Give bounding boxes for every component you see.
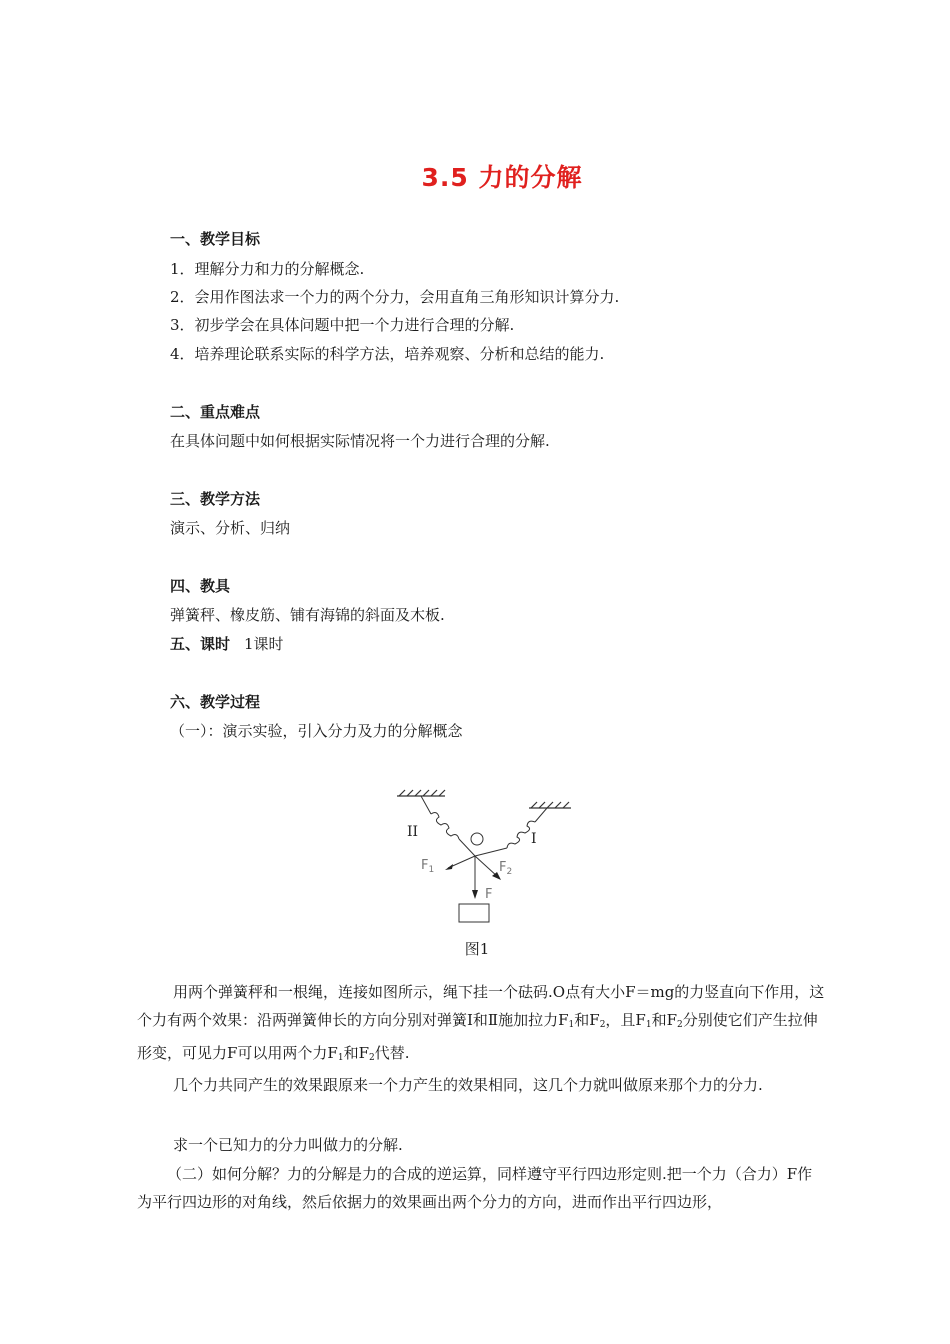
process-subheading: （一）：演示实验，引入分力及力的分解概念 — [170, 722, 463, 740]
f1-arrowhead — [445, 864, 453, 870]
objective-item: 4．培养理论联系实际的科学方法，培养观察、分析和总结的能力. — [170, 345, 605, 363]
key-points-text: 在具体问题中如何根据实际情况将一个力进行合理的分解. — [170, 432, 550, 450]
paragraph-demo-explanation: 用两个弹簧秤和一根绳，连接如图所示，绳下挂一个砝码.O点有大小F＝mg的力竖直向下作用，这个力有两个效果：沿两弹簧伸长的方向分别对弹簧Ⅰ和Ⅱ施加拉力$F_1$和$F_2$，且$F_1$和$F_2$分别使它们产生拉伸形变，可见力F可以用两个力$F_1$和$F_2$代替. — [137, 983, 825, 1063]
label-f: F — [485, 887, 493, 902]
label-f1: $F_1$ — [421, 858, 435, 875]
page-title: 3.5 力的分解 — [421, 163, 583, 192]
label-spring-i: I — [531, 831, 537, 847]
section-heading-process: 六、教学过程 — [170, 693, 261, 711]
weight-block — [459, 904, 489, 922]
label-spring-ii: II — [407, 824, 419, 840]
paragraph-how-to-decompose: （二）如何分解？力的分解是力的合成的逆运算，同样遵守平行四边形定则.把一个力（合力）F作为平行四边形的对角线，然后依据力的效果画出两个分力的方向，进而作出平行四边形， — [137, 1165, 813, 1211]
tools-text: 弹簧秤、橡皮筋、铺有海锦的斜面及木板. — [170, 606, 445, 624]
section-heading-tools: 四、教具 — [170, 577, 231, 595]
paragraph-component-definition: 几个力共同产生的效果跟原来一个力产生的效果相同，这几个力就叫做原来那个力的分力. — [173, 1076, 763, 1094]
methods-text: 演示、分析、归纳 — [170, 519, 291, 537]
right-ceiling — [529, 802, 571, 808]
paragraph-decomposition-definition: 求一个已知力的分力叫做力的分解. — [173, 1136, 403, 1154]
knot-ring — [471, 833, 483, 845]
label-f2: $F_2$ — [499, 860, 513, 877]
left-ceiling — [397, 790, 445, 796]
section-heading-objectives: 一、教学目标 — [170, 230, 261, 248]
objective-item: 2．会用作图法求一个力的两个分力，会用直角三角形知识计算分力. — [170, 288, 620, 306]
periods-heading-label: 五、课时 — [170, 635, 231, 653]
periods-text: 1课时 — [244, 635, 284, 653]
f2-arrow-line — [475, 856, 498, 877]
section-heading-key-points: 二、重点难点 — [170, 403, 261, 421]
figure-caption: 图1 — [464, 940, 490, 958]
section-heading-periods — [170, 633, 284, 654]
section-heading-methods: 三、教学方法 — [170, 490, 261, 508]
f-arrowhead — [472, 890, 478, 899]
figure-spring-diagram — [385, 780, 585, 930]
objective-item: 3．初步学会在具体问题中把一个力进行合理的分解. — [170, 316, 515, 334]
left-spring — [421, 796, 475, 856]
objective-item: 1．理解分力和力的分解概念. — [170, 260, 365, 278]
